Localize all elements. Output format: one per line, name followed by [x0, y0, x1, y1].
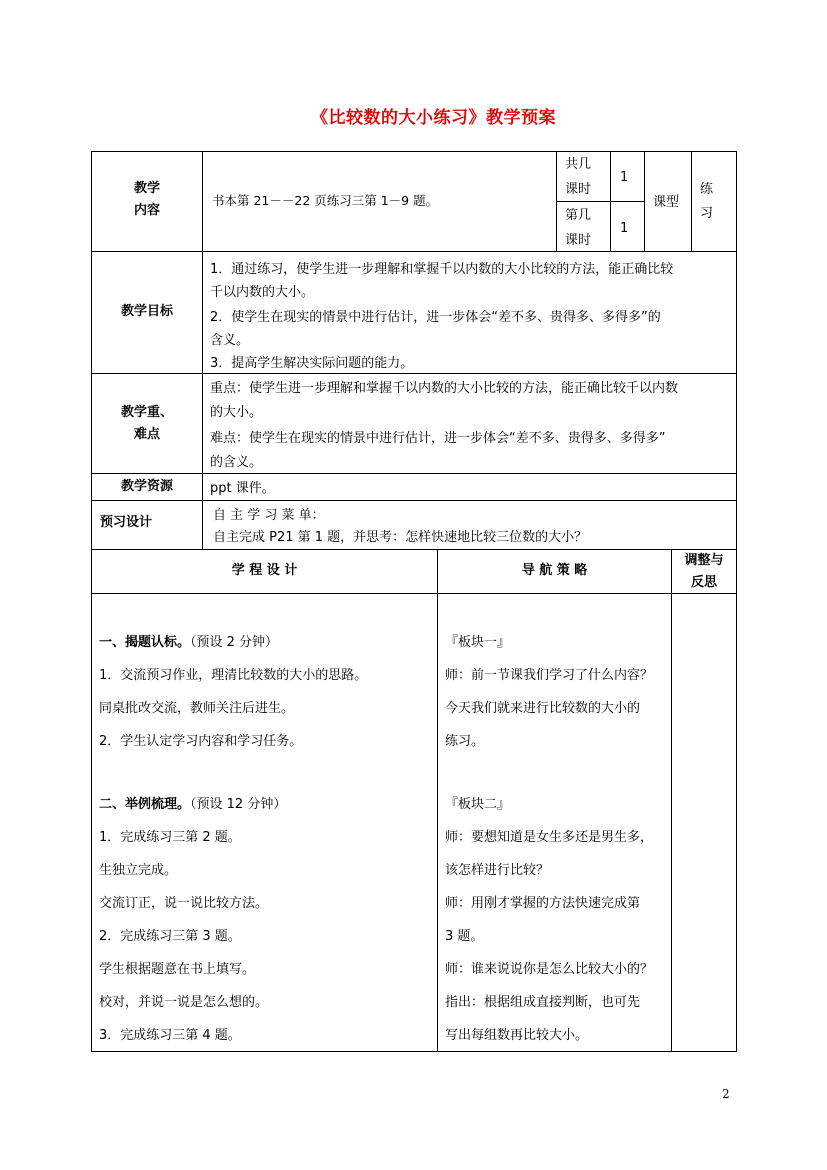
keypoints-line: 重点：使学生进一步理解和掌握千以内数的大小比较的方法，能正确比较千以内数 [210, 381, 679, 396]
content-label-line2: 内容 [133, 203, 160, 218]
guide-line: 师：谁来说说你是怎么比较大小的？ [445, 962, 654, 977]
preview-line1: 自 主 学 习 菜 单： [213, 508, 325, 523]
keypoints-label-line1: 教学重、 [120, 405, 173, 420]
which-hour-label-line1: 第几 [565, 208, 592, 223]
guide-column-header: 导 航 策 略 [521, 563, 588, 578]
process-line: 3．完成练习三第 4 题。 [99, 1028, 241, 1043]
preview-line2: 自主完成 P21 第 1 题，并思考：怎样快速地比较三位数的大小？ [213, 530, 588, 545]
process-section2-heading [99, 797, 286, 813]
guide-line: 练习。 [445, 734, 485, 749]
section-title: 二、举例梳理。 [99, 797, 191, 812]
section-time: （预设 2 分钟） [190, 635, 279, 650]
process-line: 交流订正，说一说比较方法。 [99, 896, 269, 911]
keypoints-line: 的大小。 [210, 405, 263, 420]
guide-line: 写出每组数再比较大小。 [445, 1028, 589, 1043]
process-line: 1．完成练习三第 2 题。 [99, 830, 241, 845]
lesson-type-value-line1: 练 [700, 182, 714, 197]
document-title: 《比较数的大小练习》教学预案 [311, 108, 556, 128]
guide-line: 师：用刚才掌握的方法快速完成第 [445, 896, 641, 911]
total-hours-label-line1: 共几 [565, 157, 592, 172]
guide-line: 师：要想知道是女生多还是男生多， [445, 830, 654, 845]
goals-label: 教学目标 [120, 304, 173, 319]
keypoints-line: 难点：使学生在现实的情景中进行估计，进一步体会“差不多、贵得多、多得多” [210, 431, 666, 446]
guide-line: 今天我们就来进行比较数的大小的 [445, 701, 641, 716]
total-hours-value: 1 [620, 170, 629, 185]
goals-line: 含义。 [210, 333, 250, 348]
guide-line: 师：前一节课我们学习了什么内容？ [445, 668, 654, 683]
guide-line: 指出：根据组成直接判断，也可先 [445, 995, 641, 1010]
adjust-column-header-line1: 调整与 [684, 553, 724, 568]
content-label-line1: 教学 [133, 181, 160, 196]
lesson-type-label: 课型 [653, 195, 680, 210]
guide-line: 该怎样进行比较？ [445, 863, 550, 878]
guide-block2-heading: 『板块二』 [445, 797, 511, 812]
total-hours-label-line2: 课时 [565, 182, 592, 197]
guide-block1-heading: 『板块一』 [445, 635, 511, 650]
lesson-type-value-line2: 习 [700, 206, 714, 221]
which-hour-value: 1 [620, 221, 629, 236]
section-title: 一、揭题认标。 [99, 635, 191, 650]
content-value: 书本第 21－－22 页练习三第 1－9 题。 [212, 193, 439, 208]
goals-line: 1．通过练习，使学生进一步理解和掌握千以内数的大小比较的方法，能正确比较 [210, 262, 674, 277]
resources-label: 教学资源 [120, 479, 173, 494]
which-hour-label-line2: 课时 [565, 233, 592, 248]
process-line: 校对，并说一说是怎么想的。 [99, 995, 269, 1010]
process-line: 学生根据题意在书上填写。 [99, 962, 256, 977]
process-line: 2．学生认定学习内容和学习任务。 [99, 734, 303, 749]
resources-value: ppt 课件。 [210, 481, 275, 496]
guide-line: 3 题。 [445, 929, 484, 944]
process-line: 同桌批改交流，教师关注后进生。 [99, 701, 295, 716]
keypoints-line: 的含义。 [210, 455, 263, 470]
process-line: 生独立完成。 [99, 863, 178, 878]
process-column-header: 学 程 设 计 [231, 563, 298, 578]
goals-line: 2．使学生在现实的情景中进行估计，进一步体会“差不多、贵得多、多得多”的 [210, 310, 661, 325]
page-number: 2 [722, 1087, 730, 1101]
keypoints-label-line2: 难点 [133, 427, 160, 442]
preview-label: 预习设计 [100, 515, 153, 530]
process-line: 1．交流预习作业，理清比较数的大小的思路。 [99, 668, 368, 683]
adjust-column-header-line2: 反思 [690, 575, 717, 590]
goals-line: 千以内数的大小。 [210, 285, 315, 300]
process-section1-heading [99, 635, 278, 651]
process-line: 2．完成练习三第 3 题。 [99, 929, 241, 944]
goals-line: 3．提高学生解决实际问题的能力。 [210, 356, 414, 371]
section-time: （预设 12 分钟） [190, 797, 287, 812]
